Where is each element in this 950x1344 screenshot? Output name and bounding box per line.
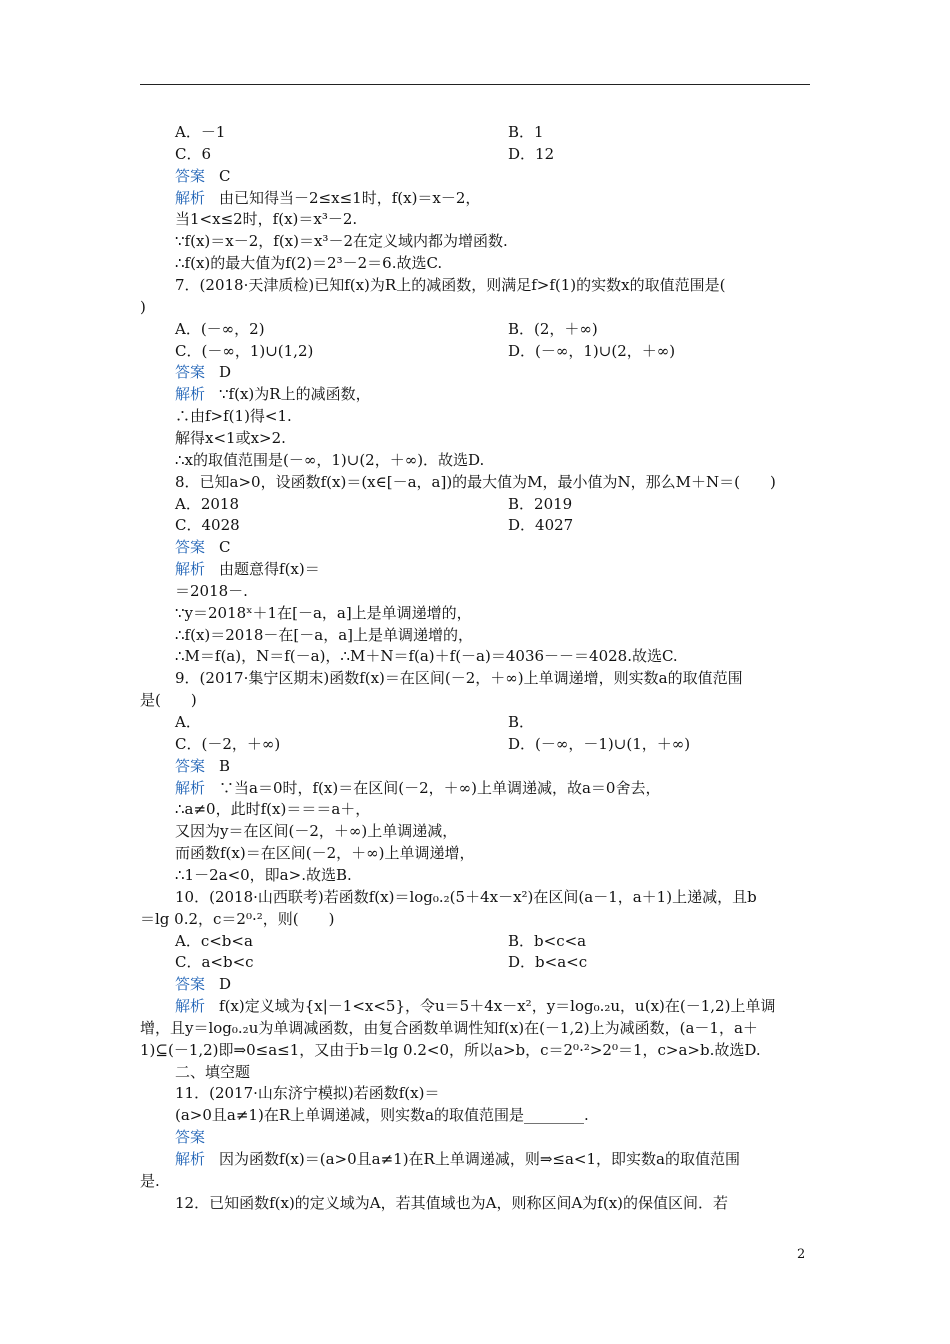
line-text: 当1<x≤2时，f(x)＝x³－2.: [175, 210, 358, 229]
line-text: 是( ): [140, 691, 197, 710]
option-right: D．b<a<c: [508, 953, 588, 972]
text-line: [140, 886, 845, 908]
text-line: [140, 296, 810, 318]
answer-line: [140, 1126, 845, 1148]
analysis-label: 解析: [175, 188, 206, 207]
option-right: D．12: [508, 144, 555, 163]
text-line: [140, 252, 845, 274]
text-line: [140, 1061, 845, 1083]
answer-line: [140, 973, 845, 995]
line-text: f(x)定义域为{x|－1<x<5}，令u＝5＋4x－x²，y＝log₀.₂u，u(x)在(－1,2)上单调: [219, 997, 776, 1015]
options-row: [140, 514, 810, 536]
line-text: 而函数f(x)＝在区间(－2，＋∞)上单调递增，: [175, 844, 475, 863]
analysis-line: [140, 995, 845, 1017]
text-line: [140, 405, 845, 427]
text-line: [140, 580, 845, 602]
line-text: C: [219, 538, 231, 557]
options-row: [140, 318, 810, 340]
analysis-line: [140, 187, 845, 209]
analysis-label: 解析: [175, 1150, 206, 1168]
analysis-line: [140, 777, 845, 799]
text-line: [140, 1082, 845, 1104]
text-line: [140, 1017, 810, 1039]
answer-label: 答案: [175, 1128, 206, 1147]
line-text: 10．(2018·山西联考)若函数f(x)＝log₀.₂(5＋4x－x²)在区间(a－1，a＋1)上递减，且b: [175, 887, 757, 906]
text-line: [140, 624, 845, 646]
line-text: 12．已知函数f(x)的定义域为A，若其值域也为A，则称区间A为f(x)的保值区间．若: [175, 1193, 729, 1212]
line-text: 因为函数f(x)＝(a>0且a≠1)在R上单调递减，则⇒≤a<1，即实数a的取值范围: [219, 1150, 740, 1168]
answer-label: 答案: [175, 975, 206, 994]
option-right: D．4027: [508, 516, 574, 535]
answer-label: 答案: [175, 363, 206, 382]
text-line: [140, 274, 845, 296]
option-left: C．4028: [175, 516, 240, 535]
text-line: [140, 820, 845, 842]
line-text: ∴M＝f(a)，N＝f(－a)，∴M＋N＝f(a)＋f(－a)＝4036－－＝4028.故选C.: [175, 647, 678, 666]
text-line: [140, 645, 845, 667]
line-text: 11．(2017·山东济宁模拟)若函数f(x)＝: [175, 1084, 440, 1103]
analysis-label: 解析: [175, 385, 206, 404]
options-row: [140, 340, 810, 362]
answer-line: [140, 165, 845, 187]
text-line: [140, 1170, 810, 1192]
line-text: ＝lg 0.2，c＝2⁰·²，则( ): [140, 909, 335, 928]
text-line: [140, 471, 845, 493]
line-text: 1)⊆(－1,2)即⇒0≤a≤1，又由于b＝lg 0.2<0，所以a>b，c＝2⁰·²>2⁰＝1，c>a>b.故选D.: [140, 1040, 761, 1059]
line-text: 7．(2018·天津质检)已知f(x)为R上的减函数，则满足f>f(1)的实数x的取值范围是(: [175, 276, 726, 294]
line-text: ＝2018－.: [175, 581, 248, 600]
answer-label: 答案: [175, 756, 206, 775]
text-line: [140, 689, 810, 711]
line-text: C: [219, 166, 231, 185]
option-left: A．－1: [175, 123, 226, 141]
analysis-line: [140, 558, 845, 580]
line-text: ∴x的取值范围是(－∞，1)∪(2，＋∞)．故选D.: [175, 450, 485, 469]
option-right: D．(－∞，－1)∪(1，＋∞): [508, 734, 691, 753]
line-text: 由已知得当－2≤x≤1时，f(x)＝x－2，: [219, 188, 481, 207]
line-text: 解得x<1或x>2.: [175, 428, 286, 447]
options-row: [140, 733, 810, 755]
text-line: [140, 667, 845, 689]
line-text: D: [219, 975, 232, 994]
option-right: D．(－∞，1)∪(2，＋∞): [508, 341, 676, 360]
answer-line: [140, 536, 845, 558]
option-left: A．: [175, 713, 201, 731]
text-line: [140, 1192, 845, 1214]
page-number: 2: [797, 1247, 806, 1262]
line-text: 又因为y＝在区间(－2，＋∞)上单调递减，: [175, 822, 458, 841]
text-line: [140, 908, 810, 930]
line-text: D: [219, 363, 232, 382]
line-text: 8．已知a>0，设函数f(x)＝(x∈[－a，a])的最大值为M，最小值为N，那么M＋N＝( ): [175, 472, 776, 491]
analysis-label: 解析: [175, 778, 206, 797]
options-row: [140, 143, 810, 165]
analysis-label: 解析: [175, 997, 206, 1015]
text-line: [140, 798, 845, 820]
option-left: C．(－∞，1)∪(1,2): [175, 341, 314, 360]
analysis-line: [140, 383, 845, 405]
option-right: B．b<c<a: [508, 931, 587, 950]
text-line: [140, 449, 845, 471]
option-right: B．: [508, 713, 535, 731]
line-text: 二、填空题: [175, 1062, 251, 1081]
option-right: B．(2，＋∞): [508, 319, 598, 338]
options-row: [140, 711, 810, 733]
answer-line: [140, 755, 845, 777]
options-row: [140, 951, 810, 973]
line-text: 增，且y＝log₀.₂u为单调减函数，由复合函数单调性知f(x)在(－1,2)上为减函数，(a－1，a＋: [140, 1018, 758, 1037]
line-text: ∵f(x)为R上的减函数，: [219, 385, 371, 404]
options-row: [140, 121, 810, 143]
option-left: A．(－∞，2): [175, 319, 265, 338]
option-left: A．c<b<a: [175, 931, 253, 950]
line-text: B: [219, 756, 231, 775]
text-line: [140, 208, 845, 230]
line-text: ∴a≠0，此时f(x)＝＝＝a＋，: [175, 800, 371, 819]
line-text: ∵当a＝0时，f(x)＝在区间(－2，＋∞)上单调递减，故a＝0舍去，: [219, 778, 661, 797]
options-row: [140, 493, 810, 515]
answer-label: 答案: [175, 166, 206, 185]
header-rule: [140, 84, 810, 85]
text-line: [140, 1104, 845, 1126]
option-right: B．2019: [508, 494, 573, 513]
text-line: [140, 1039, 810, 1061]
line-text: ∴由f>f(1)得<1.: [175, 407, 292, 426]
answer-line: [140, 361, 845, 383]
line-text: ∵f(x)＝x－2，f(x)＝x³－2在定义域内都为增函数.: [175, 232, 508, 251]
line-text: 是.: [140, 1171, 160, 1190]
option-right: B．1: [508, 123, 544, 141]
line-text: ): [140, 297, 146, 316]
options-row: [140, 930, 810, 952]
line-text: ∴f(x)的最大值为f(2)＝2³－2＝6.故选C.: [175, 254, 443, 273]
line-text: 由题意得f(x)＝: [219, 560, 320, 578]
text-line: [140, 864, 845, 886]
answer-label: 答案: [175, 538, 206, 557]
text-line: [140, 427, 845, 449]
option-left: C．(－2，＋∞): [175, 734, 281, 753]
option-left: C．6: [175, 144, 212, 163]
analysis-line: [140, 1148, 845, 1170]
option-left: A．2018: [175, 494, 240, 513]
line-text: ∴1－2a<0，即a>.故选B.: [175, 865, 352, 884]
line-text: ∴f(x)＝2018－在[－a，a]上是单调递增的，: [175, 625, 474, 644]
option-left: C．a<b<c: [175, 953, 254, 972]
text-line: [140, 842, 845, 864]
text-line: [140, 230, 845, 252]
line-text: ∵y＝2018ˣ＋1在[－a，a]上是单调递增的，: [175, 603, 472, 622]
line-text: (a>0且a≠1)在R上单调递减，则实数a的取值范围是________.: [175, 1106, 589, 1125]
line-text: 9．(2017·集宁区期末)函数f(x)＝在区间(－2，＋∞)上单调递增，则实数a的取值范围: [175, 669, 743, 688]
text-line: [140, 602, 845, 624]
analysis-label: 解析: [175, 560, 206, 578]
